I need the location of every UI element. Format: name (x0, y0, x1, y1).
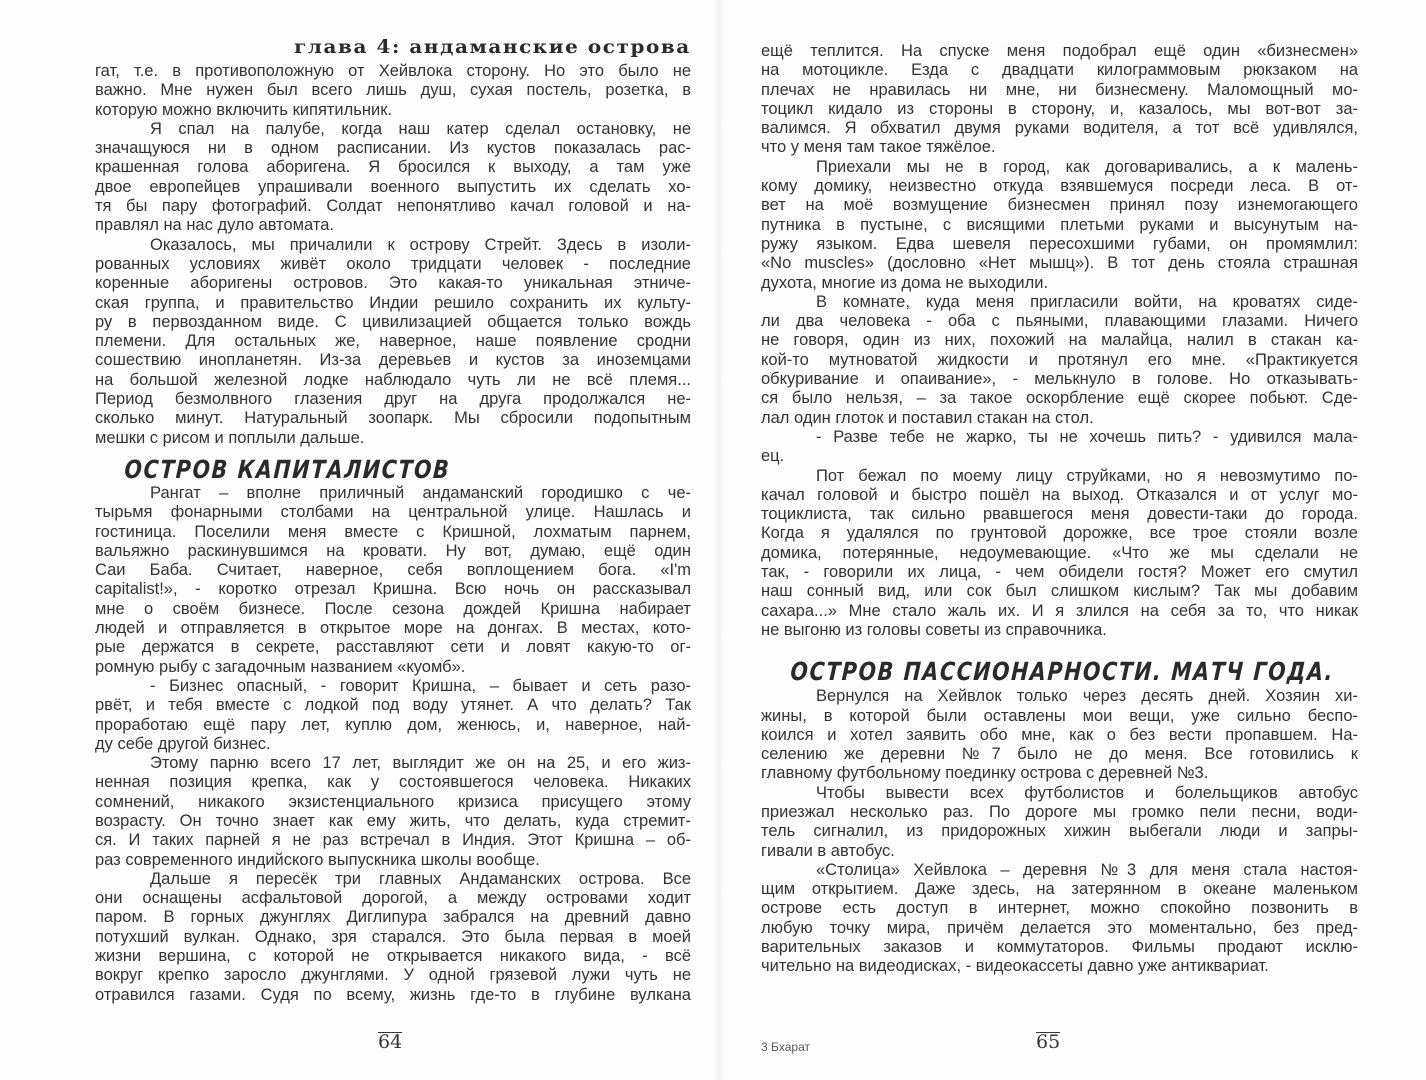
text-line: духота, многие из дома не выходили. (761, 273, 1049, 292)
text-line: щим открытием. Даже здесь, на затерянном в океане маленьком (761, 880, 1358, 899)
text-line: гат, т.е. в противоположную от Хейвлока сторону. Но это было не (95, 62, 691, 80)
text-line: В комнате, куда меня пригласили войти, на кроватях сиде- (816, 292, 1358, 311)
text-line: коренные аборигены островов. Это какая-то уникальная этниче- (95, 274, 691, 293)
text-line: ру в первозданном виде. С цивилизацией общается только вождь (95, 312, 691, 331)
paragraph (95, 484, 691, 677)
text-line: племени. Для остальных же, наверное, наше появление сродни (95, 332, 691, 351)
paragraph (95, 236, 691, 448)
text-line: обкуривание и опаивание», - мелькнуло в голове. Но отказывать- (761, 370, 1358, 389)
page-number: 65 (1036, 1031, 1061, 1053)
text-line: ещё теплится. На спуске меня подобрал ещё один «бизнесмен» (761, 42, 1358, 60)
text-line: валимся. Я обхватил двумя руками водителя, а тот всё удивлялся, (761, 119, 1358, 138)
text-line: мне о своём бизнесе. После сезона дождей Кришна набирает (95, 599, 691, 618)
text-line: наш сонный вид, или сок был слишком кислым? Так мы добавим (761, 582, 1358, 601)
left-page (95, 0, 691, 1080)
text-line: Приехали мы не в город, как договаривались, а к малень- (816, 157, 1358, 176)
text-line: на большой железной лодке наблюдало чуть ли не всё племя... (95, 370, 691, 389)
text-line: не говоря, один из них, похожий на малайца, налил в стакан ка- (761, 331, 1358, 350)
text-line: домика, потерянные, недоумевающие. «Что же мы сделали не (761, 543, 1358, 562)
text-line: приезжал несколько раз. По дороге мы громко пели песни, води- (761, 802, 1358, 821)
text-line: что у меня там такое тяжёлое. (761, 138, 996, 157)
text-line: паром. В горных джунглях Диглипура забрался на древний давно (95, 908, 691, 927)
text-line: тель сигналил, из придорожных хижин выбегали люди и запры- (761, 822, 1358, 841)
text-line: Чтобы вывести всех футболистов и болельщиков автобус (816, 783, 1358, 802)
text-line: рованных условиях живёт около тридцати человек - последние (95, 254, 691, 273)
text-line: острове есть доступ в интернет, можно спокойно позвонить в (761, 899, 1358, 918)
text-line: значащуюся ни в одном расписании. Из кустов показалась рас- (95, 139, 691, 158)
text-line: кому домику, неизвестно откуда взявшемуся посреди леса. В от- (761, 177, 1358, 196)
text-line: Саи Баба. Считает, наверное, себя воплощением бога. «I'm (95, 561, 691, 580)
running-head: глава 4: андаманские острова (294, 36, 691, 58)
text-line: сошествию инопланетян. Из-за деревьев и кустов за иноземцами (95, 351, 691, 370)
text-line: ская группа, и правительство Индии решило сохранить их культу- (95, 293, 691, 312)
text-line: путника в пустыне, с висящими плетьми руками и высунутым на- (761, 215, 1358, 234)
text-line: которую можно включить кипятильник. (95, 100, 393, 119)
paragraph (761, 293, 1358, 428)
text-line: Рангат – вполне приличный андаманский городишко с че- (150, 483, 691, 502)
page-number: 64 (378, 1031, 403, 1053)
text-line: на мотоцикле. Езда с двадцати килограммовым рюкзаком на (761, 61, 1358, 80)
text-line: раз современного индийского выпускника школы вообще. (95, 850, 540, 869)
text-line: отравился газами. Судя по всему, жизнь где-то в глубине вулкана (95, 985, 691, 1004)
text-line: людей и отправляется в открытое море на донгах. В местах, кото- (95, 619, 691, 638)
text-line: жизни вершина, с которой не открывается никакого вида, - всё (95, 947, 691, 966)
signature-mark: 3 Бхарат (761, 1040, 811, 1054)
text-line: мешки с рисом и поплыли дальше. (95, 428, 365, 447)
text-line: вокруг крепко заросло джунглями. У одной грязевой лужи чуть не (95, 966, 691, 985)
text-line: варительных заказов и коммутаторов. Фильмы продают исклю- (761, 938, 1358, 957)
paragraph (761, 158, 1358, 293)
text-line: жины, в которой были оставлены мои вещи, уже сильно беспо- (761, 706, 1358, 725)
text-line: качал головой и быстро пошёл на выход. Отказался и от услуг мо- (761, 485, 1358, 504)
text-line: Я спал на палубе, когда наш катер сделал остановку, не (150, 119, 691, 138)
paragraph (95, 677, 691, 754)
text-line: двое европейцев упрашивали военного выпустить их сделать хо- (95, 177, 691, 196)
text-line: они оснащены асфальтовой дорогой, а между островами ходит (95, 889, 691, 908)
section-heading: ОСТРОВ КАПИТАЛИСТОВ (123, 454, 452, 484)
text-line: ся было нельзя, – за такое оскорбление ещё скорее побьют. Сде- (761, 389, 1358, 408)
text-line: важно. Мне нужен был всего лишь душ, сухая постель, розетка, в (95, 81, 691, 100)
text-line: ли два человека - оба с пьяными, плавающими глазами. Ничего (761, 312, 1358, 331)
text-line: ец. (761, 447, 785, 466)
text-line: - Бизнес опасный, - говорит Кришна, – бывает и сеть разо- (150, 676, 691, 695)
paragraph (95, 870, 691, 1005)
paragraph (761, 861, 1358, 977)
text-line: возрасту. Он точно знает как ему жить, что делать, куда стремит- (95, 811, 691, 830)
text-line: не выгоню из головы советы из справочника. (761, 620, 1107, 639)
text-line: рые держатся в секрете, расставляют сети и ловят какую-то ог- (95, 638, 691, 657)
text-line: лал один глоток и поставил стакан на стол. (761, 408, 1094, 427)
text-line: тоциклиста, так сильно рвавшегося меня довести-таки до города. (761, 505, 1358, 524)
text-line: кой-то мутноватой жидкости и протянул его мне. «Практикуется (761, 350, 1358, 369)
text-line: ненная позиция крепка, как у состоявшегося человека. Никаких (95, 773, 691, 792)
text-line: capitalist!», - коротко отрезал Кришна. Всю ночь он рассказывал (95, 580, 691, 599)
text-line: ромную рыбу с загадочным названием «куомб». (95, 657, 466, 676)
text-line: проработаю ещё пару лет, куплю дом, женюсь, и, наверное, най- (95, 715, 691, 734)
book-gutter (712, 0, 728, 1080)
text-line: - Разве тебе не жарко, ты не хочешь пить? - удивился мала- (816, 427, 1358, 446)
section-heading: ОСТРОВ ПАССИОНАРНОСТИ. МАТЧ ГОДА. (789, 657, 1335, 687)
left-page-body (95, 62, 691, 1005)
text-line: так, - говорили их лица, - чем обидели гостя? Может его смутил (761, 563, 1358, 582)
paragraph (761, 784, 1358, 861)
text-line: чительно на видеодисках, - видеокассеты давно уже антиквариат. (761, 957, 1269, 976)
text-line: «No muscles» (дословно «Нет мышц»). В тот день стояла страшная (761, 254, 1358, 273)
text-line: ружу языком. Едва шевеля пересохшими губами, он промямлил: (761, 234, 1358, 253)
paragraph (761, 428, 1358, 467)
text-line: крашенная голова аборигена. Я бросился к выходу, а там уже (95, 158, 691, 177)
paragraph (761, 42, 1358, 158)
right-page-body (761, 42, 1358, 977)
text-line: ся. И таких парней я не раз встречал в Индия. Этот Кришна – об- (95, 831, 691, 850)
text-line: плечах не нравилась ни мне, ни бизнесмену. Маломощный мо- (761, 80, 1358, 99)
text-line: селению же деревни №7 было не до меня. Все готовились к (761, 745, 1358, 764)
text-line: Когда я удалялся по грунтовой дорожке, все трое стояли возле (761, 524, 1358, 543)
text-line: сколько минут. Натуральный зоопарк. Мы сбросили подопытным (95, 409, 691, 428)
text-line: сахара...» Мне стало жаль их. И я злился на себя за то, что никак (761, 601, 1358, 620)
text-line: Этому парню всего 17 лет, выглядит же он на 25, и его жиз- (150, 754, 691, 773)
text-line: ду себе другой бизнес. (95, 734, 271, 753)
text-line: тоцикл кидало из стороны в сторону, и, казалось, мы вот-вот за- (761, 99, 1358, 118)
text-line: потухший вулкан. Однако, зря старался. Это была первая в моей (95, 927, 691, 946)
paragraph (95, 120, 691, 236)
text-line: любую точку мира, причём делается это моментально, без пред- (761, 918, 1358, 937)
text-line: коился и хотел заявить обо мне, как о без вести пропавшем. На- (761, 725, 1358, 744)
text-line: рвёт, и тебя вместе с лодкой под воду утянет. А что делать? Так (95, 696, 691, 715)
paragraph (95, 754, 691, 870)
text-line: главному футбольному поединку острова с деревней №3. (761, 764, 1209, 783)
paragraph (95, 62, 691, 120)
text-line: Пот бежал по моему лицу струйками, но я невозмутимо по- (816, 466, 1358, 485)
text-line: Оказалось, мы причалили к острову Стрейт. Здесь в изоли- (150, 235, 691, 254)
text-line: Дальше я пересёк три главных Андаманских острова. Все (150, 869, 691, 888)
paragraph (761, 687, 1358, 783)
text-line: правлял на нас дуло автомата. (95, 216, 334, 235)
text-line: Период безмолвного глазения друг на друга продолжался не- (95, 390, 691, 409)
text-line: тя бы пару фотографий. Солдат непонятливо качал головой и на- (95, 197, 691, 216)
text-line: сомнений, никакого экзистенциального кризиса присущего этому (95, 792, 691, 811)
text-line: вальяжно раскинувшимся на кровати. Ну вот, думаю, ещё один (95, 541, 691, 560)
text-line: гивали в автобус. (761, 841, 895, 860)
text-line: «Столица» Хейвлока – деревня №3 для меня стала настоя- (816, 860, 1358, 879)
right-page (761, 0, 1358, 1080)
paragraph (761, 467, 1358, 641)
text-line: гостиница. Поселили меня вместе с Кришной, лохматым парнем, (95, 522, 691, 541)
text-line: Вернулся на Хейвлок только через десять дней. Хозяин хи- (816, 687, 1358, 706)
text-line: вет на моё возмущение бизнесмен принял позу изнемогающего (761, 196, 1358, 215)
text-line: тырьмя фонарными столбами на центральной улице. Нашлась и (95, 503, 691, 522)
